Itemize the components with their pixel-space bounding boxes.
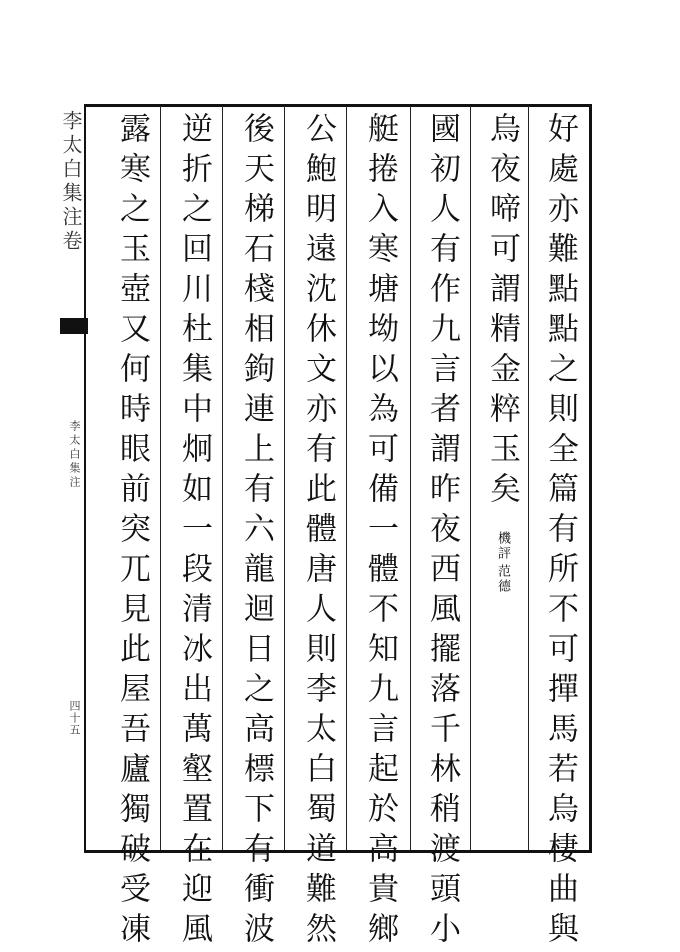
column-text: 公鮑明遠沈休文亦有此體唐人則李太白蜀道難然 — [300, 112, 336, 952]
column-text: 逆折之回川杜集中炯如一段清冰出萬壑置在迎風 — [176, 112, 212, 952]
text-column-4 — [360, 112, 400, 952]
text-column-8 — [112, 112, 152, 952]
column-rule — [160, 106, 161, 850]
note-left: 機評 — [495, 530, 510, 561]
column-rule — [410, 106, 411, 850]
column-rule — [470, 106, 471, 850]
text-column-1 — [540, 112, 580, 952]
frame-bottom-border — [84, 850, 592, 853]
column-text: 艇捲入寒塘坳以為可備一體不知九言起於高貴鄉 — [362, 112, 398, 952]
gutter-page-number: 四十五 — [68, 700, 81, 736]
column-rule — [528, 106, 529, 850]
commentary-note — [495, 531, 509, 594]
text-column-5 — [298, 112, 338, 952]
text-column-2 — [482, 112, 522, 594]
frame-right-border — [589, 104, 592, 853]
column-text: 國初人有作九言者謂昨夜西風擺落千林稍渡頭小 — [424, 112, 460, 952]
column-text: 烏夜啼可謂精金粹玉矣 — [484, 112, 520, 512]
column-rule — [222, 106, 223, 850]
gutter-book-title: 李太白集注卷 — [59, 110, 83, 254]
text-column-6 — [236, 112, 276, 952]
column-rule — [346, 106, 347, 850]
text-column-3 — [422, 112, 462, 952]
note-right: 范德 — [495, 563, 510, 594]
fish-tail-mark — [60, 318, 88, 334]
column-text: 後天梯石棧相鉤連上有六龍迴日之高標下有衝波 — [238, 112, 274, 952]
column-text: 好處亦難點點之則全篇有所不可撣馬若烏棲曲與 — [542, 112, 578, 952]
text-column-7 — [174, 112, 214, 952]
gutter-subtitle: 李太白集注 — [68, 420, 81, 490]
column-rule — [284, 106, 285, 850]
column-text: 露寒之玉壺又何時眼前突兀見此屋吾廬獨破受凍 — [114, 112, 150, 952]
